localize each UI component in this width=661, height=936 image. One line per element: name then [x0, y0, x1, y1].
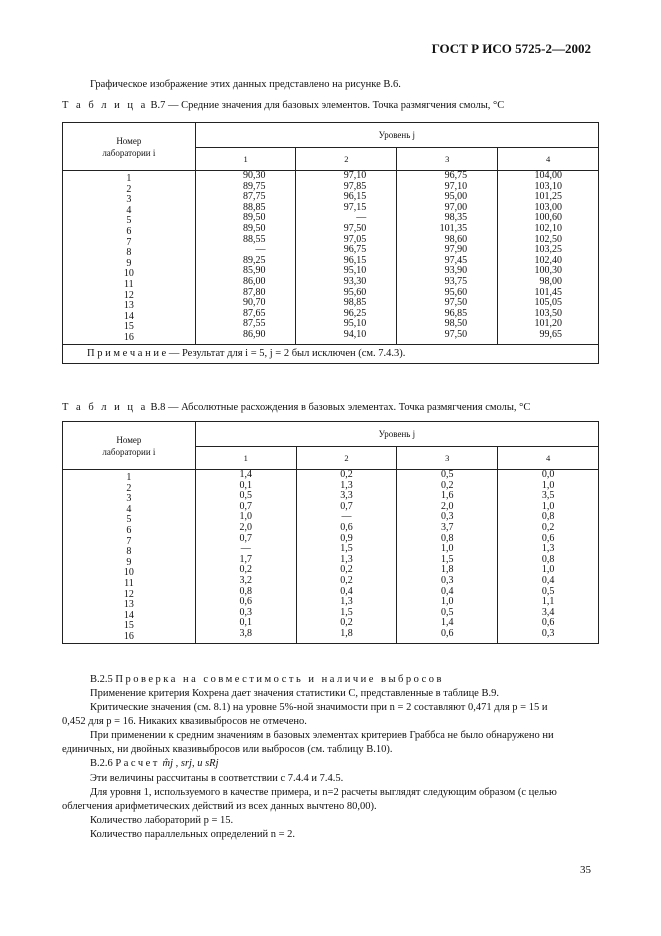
table-cell: 1,3 [340, 596, 353, 608]
table-b7-level-4: 4 [498, 148, 599, 171]
table-cell: 13 [123, 300, 134, 312]
table-cell: 3,5 [541, 490, 555, 502]
table-cell: — [356, 212, 367, 224]
table-cell: — [341, 511, 352, 523]
table-cell: 88,55 [242, 233, 266, 245]
table-cell: 0,3 [441, 574, 454, 586]
table-cell: 98,50 [444, 318, 468, 330]
table-cell: 93,30 [343, 275, 367, 287]
table-cell: 1,8 [441, 564, 454, 576]
section-b25-title: Проверка на совместимость и наличие выбросов [115, 674, 444, 685]
table-b7-col-1 [195, 171, 296, 345]
table-cell: 0,5 [441, 606, 454, 618]
table-cell: 0,6 [239, 596, 252, 608]
section-b26-p2a: Для уровня 1, используемого в качестве примера, и n=2 расчеты выглядят следующим образом (с целью [90, 787, 557, 798]
table-cell: 7 [126, 236, 132, 248]
table-cell: 89,50 [242, 212, 266, 224]
table-cell: 1,3 [340, 553, 353, 565]
table-b8-level-2: 2 [296, 447, 397, 470]
table-b8-col-4 [498, 470, 599, 644]
table-cell: 100,60 [534, 212, 562, 224]
table-cell: 0,2 [340, 469, 353, 480]
table-b7-level-1: 1 [195, 148, 296, 171]
table-cell: 0,8 [239, 585, 252, 597]
table-b8-caption [62, 402, 530, 413]
table-cell: 3 [126, 493, 132, 505]
table-cell: 97,10 [444, 180, 468, 192]
table-cell: 96,85 [444, 307, 468, 319]
table-cell: 97,50 [444, 297, 468, 309]
table-b7-caption-text: В.7 — Средние значения для базовых элементов. Точка размягчения смолы, °С [150, 100, 505, 111]
table-cell: 103,25 [534, 244, 562, 256]
section-b26-symbols: m̂j , srj, и sRj [162, 758, 219, 769]
table-cell: 0,2 [541, 521, 555, 533]
table-cell: 1,8 [340, 627, 353, 639]
table-cell: 87,75 [242, 191, 266, 203]
table-b8-level-1: 1 [195, 447, 296, 470]
table-cell: 95,60 [444, 286, 468, 298]
table-cell: 93,75 [444, 275, 468, 287]
table-cell: 88,85 [242, 201, 266, 213]
table-cell: 3,4 [541, 606, 555, 618]
table-b8-caption-prefix: Т а б л и ц а [62, 402, 148, 413]
table-b7-note: П р и м е ч а н и е — Результат для i = 5, j = 2 был исключен (см. 7.4.3). [63, 344, 599, 363]
table-cell: 9 [126, 556, 132, 568]
table-cell: 103,00 [534, 201, 562, 213]
table-cell: — [255, 244, 266, 256]
table-cell: 0,6 [340, 521, 353, 533]
section-b26-number: В.2.6 [90, 758, 113, 769]
table-cell: 0,3 [441, 511, 454, 523]
table-cell: 87,55 [242, 318, 266, 330]
table-cell: 11 [124, 278, 134, 290]
table-cell: 3,8 [239, 627, 252, 639]
table-cell: 10 [123, 567, 134, 579]
table-cell: 0,1 [239, 617, 252, 629]
table-cell: 7 [126, 535, 132, 547]
table-b8-lab-header-line2: лаборатории i [102, 446, 156, 457]
table-cell: 15 [123, 620, 134, 632]
table-cell: 1,7 [239, 553, 252, 565]
table-cell: 94,10 [343, 328, 367, 340]
table-cell: 5 [126, 514, 132, 526]
section-b25-p3b: единичных, ни двойных квазивыбросов или выбросов (см. таблицу В.10). [62, 744, 393, 755]
table-cell: 105,05 [534, 297, 562, 309]
table-b8-caption-text: В.8 — Абсолютные расхождения в базовых элементах. Точка размягчения смолы, °С [150, 402, 531, 413]
table-b8-level-3: 3 [397, 447, 498, 470]
table-cell: 1,3 [541, 543, 555, 555]
table-cell: 97,00 [444, 201, 468, 213]
table-cell: 14 [123, 609, 134, 621]
table-cell: 0,2 [340, 617, 353, 629]
table-cell: 99,65 [539, 328, 562, 340]
table-cell: 1,0 [239, 511, 252, 523]
table-cell: 98,60 [444, 233, 468, 245]
table-cell: 102,10 [534, 222, 562, 234]
table-cell: 13 [123, 599, 134, 611]
table-cell: 3,7 [441, 521, 454, 533]
table-cell: 0,8 [541, 553, 555, 565]
table-cell: 86,00 [242, 275, 266, 287]
table-cell: 0,9 [340, 532, 353, 544]
section-b25-p3a: При применении к средним значениям в базовых элементах критериев Граббса не было обнаружено ни [90, 730, 554, 741]
table-b7-col-2 [296, 171, 397, 345]
table-cell: 9 [126, 257, 132, 269]
table-cell: 103,10 [534, 180, 562, 192]
table-cell: 1,4 [239, 469, 252, 480]
table-cell: 95,10 [343, 265, 367, 277]
table-cell: 1,0 [541, 479, 555, 491]
table-cell: 6 [126, 524, 132, 536]
table-cell: 3,2 [239, 574, 252, 586]
table-cell: 0,4 [340, 585, 353, 597]
section-b26-p3: Количество лабораторий p = 15. [90, 815, 234, 826]
table-cell: 10 [123, 268, 134, 280]
section-b26-title: Расчет [115, 758, 160, 769]
table-cell: 1,5 [340, 606, 353, 618]
table-cell: 90,30 [242, 170, 266, 181]
table-cell: 0,5 [541, 585, 555, 597]
table-b8-col-2 [296, 470, 397, 644]
table-cell: 96,75 [343, 244, 367, 256]
table-b7-col-4 [498, 171, 599, 345]
table-b7-caption-prefix: Т а б л и ц а [62, 100, 148, 111]
table-cell: 96,25 [343, 307, 367, 319]
table-b8 [62, 421, 599, 644]
table-b7-lab-header-line1: Номер [116, 135, 142, 146]
table-cell: 102,50 [534, 233, 562, 245]
table-b8-lab-header [63, 422, 196, 470]
table-cell: 0,7 [239, 532, 252, 544]
table-b7-caption [62, 100, 504, 111]
table-cell: 0,2 [340, 574, 353, 586]
table-cell: 0,8 [441, 532, 454, 544]
table-cell: 98,00 [539, 275, 562, 287]
table-b7-level-3: 3 [397, 148, 498, 171]
table-cell: 87,65 [242, 307, 266, 319]
table-b8-col-1 [195, 470, 296, 644]
table-cell: 95,60 [343, 286, 367, 298]
table-b7-lab-header [63, 123, 196, 171]
table-cell: 96,15 [343, 191, 367, 203]
table-b7-lab-header-line2: лаборатории i [102, 147, 156, 158]
table-cell: 101,25 [534, 191, 562, 203]
table-cell: 0,7 [239, 500, 252, 512]
table-cell: 4 [126, 503, 132, 515]
section-b25-p2a: Критические значения (см. 8.1) на уровне 5%-ной значимости при n = 2 составляют 0,471 для p = 15 и [90, 702, 548, 713]
table-cell: 90,70 [242, 297, 266, 309]
table-cell: 1,5 [340, 543, 353, 555]
table-cell: 0,4 [441, 585, 454, 597]
table-cell: 6 [126, 225, 132, 237]
table-cell: 1,4 [441, 617, 454, 629]
table-cell: 1 [126, 472, 132, 483]
table-cell: 97,85 [343, 180, 367, 192]
table-cell: 96,75 [444, 170, 468, 181]
table-b7 [62, 122, 599, 364]
table-b7-lab-column [63, 171, 196, 345]
section-b25-heading [90, 674, 444, 685]
table-cell: 15 [123, 321, 134, 333]
table-cell: 2 [126, 183, 132, 195]
table-cell: 5 [126, 215, 132, 227]
table-cell: 0,4 [541, 574, 555, 586]
table-cell: 93,90 [444, 265, 468, 277]
table-b7-col-3 [397, 171, 498, 345]
table-cell: 2,0 [239, 521, 252, 533]
section-b26-p1: Эти величины рассчитаны в соответствии с 7.4.4 и 7.4.5. [90, 773, 344, 784]
section-b26-p4: Количество параллельных определений n = 2. [90, 829, 295, 840]
table-cell: 2 [126, 482, 132, 494]
table-cell: 0,8 [541, 511, 555, 523]
table-cell: 1,0 [441, 596, 454, 608]
table-cell: 0,2 [441, 479, 454, 491]
table-cell: 16 [123, 331, 134, 343]
table-b8-level-header: Уровень j [195, 422, 598, 447]
table-cell: 0,2 [239, 564, 252, 576]
table-cell: 97,90 [444, 244, 468, 256]
table-cell: 1,3 [340, 479, 353, 491]
table-cell: 97,50 [343, 222, 367, 234]
table-cell: 1,0 [441, 543, 454, 555]
table-cell: 3 [126, 194, 132, 206]
page-number: 35 [580, 864, 591, 876]
table-cell: 95,10 [343, 318, 367, 330]
table-cell: 98,85 [343, 297, 367, 309]
table-b7-level-2: 2 [296, 148, 397, 171]
table-cell: 16 [123, 630, 134, 642]
table-cell: 12 [123, 289, 134, 301]
table-cell: 14 [123, 310, 134, 322]
table-b8-col-3 [397, 470, 498, 644]
table-cell: 0,6 [441, 627, 454, 639]
table-cell: 95,00 [444, 191, 468, 203]
table-cell: 12 [123, 588, 134, 600]
table-cell: 0,2 [340, 564, 353, 576]
table-cell: 2,0 [441, 500, 454, 512]
table-cell: 8 [126, 546, 132, 558]
table-b7-level-header: Уровень j [195, 123, 598, 148]
table-cell: 89,25 [242, 254, 266, 266]
table-cell: 1,0 [541, 500, 555, 512]
table-cell: 0,6 [541, 532, 555, 544]
section-b25-p1: Применение критерия Кохрена дает значения статистики C, представленные в таблице В.9. [90, 688, 499, 699]
intro-paragraph: Графическое изображение этих данных представлено на рисунке В.6. [90, 79, 401, 90]
table-cell: 0,5 [239, 490, 252, 502]
table-cell: 97,45 [444, 254, 468, 266]
table-cell: 98,35 [444, 212, 468, 224]
table-cell: 89,75 [242, 180, 266, 192]
table-cell: 97,05 [343, 233, 367, 245]
table-cell: 0,1 [239, 479, 252, 491]
document-header: ГОСТ Р ИСО 5725-2—2002 [431, 41, 591, 56]
table-cell: 4 [126, 204, 132, 216]
table-cell: 101,45 [534, 286, 562, 298]
section-b25-number: В.2.5 [90, 674, 113, 685]
table-cell: 8 [126, 247, 132, 259]
table-cell: 1,5 [441, 553, 454, 565]
table-b8-level-4: 4 [498, 447, 599, 470]
table-cell: 0,7 [340, 500, 353, 512]
table-cell: 102,40 [534, 254, 562, 266]
table-cell: 103,50 [534, 307, 562, 319]
table-cell: 0,5 [441, 469, 454, 480]
section-b25-p2b: 0,452 для p = 16. Никаких квазивыбросов не отмечено. [62, 716, 307, 727]
table-cell: 85,90 [242, 265, 266, 277]
section-b26-p2b: облегчения арифметических действий из всех данных вычтено 80,00). [62, 801, 377, 812]
table-cell: 89,50 [242, 222, 266, 234]
table-cell: 0,6 [541, 617, 555, 629]
table-cell: 1,0 [541, 564, 555, 576]
table-cell: 1,6 [441, 490, 454, 502]
table-cell: 1 [126, 173, 132, 184]
table-cell: 100,30 [534, 265, 562, 277]
table-cell: 87,80 [242, 286, 266, 298]
table-cell: 101,20 [534, 318, 562, 330]
table-cell: 0,3 [239, 606, 252, 618]
table-cell: 97,15 [343, 201, 367, 213]
table-cell: 97,50 [444, 328, 468, 340]
table-cell: 86,90 [242, 328, 266, 340]
table-cell: — [240, 543, 251, 555]
table-cell: 104,00 [534, 170, 562, 181]
table-b8-lab-column [63, 470, 196, 644]
table-cell: 0,0 [541, 469, 555, 480]
table-cell: 0,3 [541, 627, 555, 639]
table-cell: 3,3 [340, 490, 353, 502]
table-cell: 1,1 [541, 596, 555, 608]
table-cell: 101,35 [439, 222, 468, 234]
table-cell: 97,10 [343, 170, 367, 181]
table-cell: 96,15 [343, 254, 367, 266]
table-cell: 11 [124, 577, 134, 589]
section-b26-heading [90, 758, 219, 769]
table-b8-lab-header-line1: Номер [116, 434, 142, 445]
